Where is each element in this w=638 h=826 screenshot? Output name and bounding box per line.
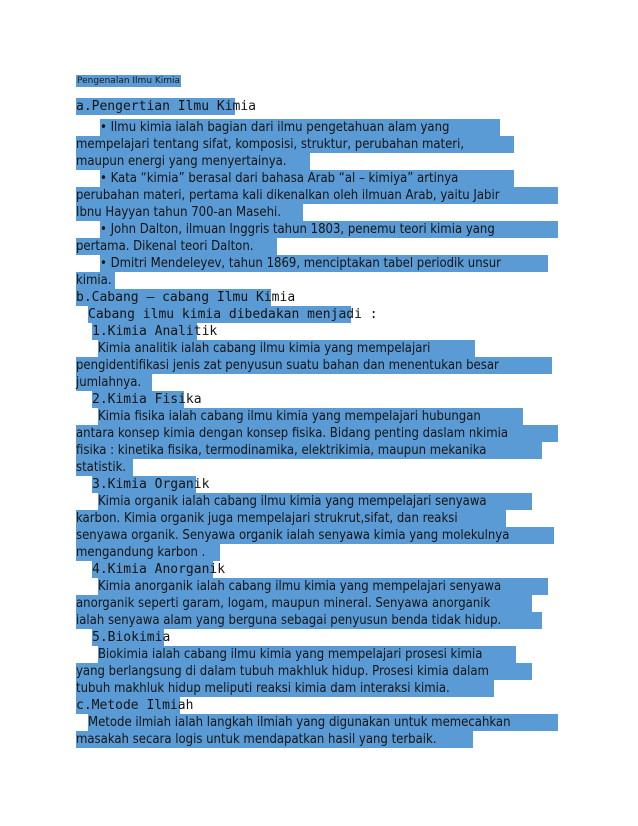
text-line: Biokimia ialah cabang ilmu kimia yang mempelajari prosesi kimia <box>98 646 516 663</box>
text-line: • Dmitri Mendeleyev, tahun 1869, menciptakan tabel periodik unsur <box>100 255 548 272</box>
text-line: Kimia anorganik ialah cabang ilmu kimia yang mempelajari senyawa <box>98 578 548 595</box>
text-line: Metode ilmiah ialah langkah ilmiah yang digunakan untuk memecahkan <box>88 714 558 731</box>
text-line: ialah senyawa alam yang berguna sebagai penyusun benda tidak hidup. <box>76 612 542 629</box>
text-line: perubahan materi, pertama kali dikenalkan oleh ilmuan Arab, yaitu Jabir <box>76 187 558 204</box>
text-line: pengidentifikasi jenis zat penyusun suatu bahan dan menentukan besar <box>76 357 552 374</box>
text-line: jumlahnya. <box>76 374 152 391</box>
text-line: yang berlangsung di dalam tubuh makhluk hidup. Prosesi kimia dalam <box>76 663 532 680</box>
text-line: Kimia organik ialah cabang ilmu kimia yang mempelajari senyawa <box>98 493 532 510</box>
heading-pengertian: a.Pengertian Ilmu Kimia <box>76 99 257 114</box>
text-line: Kimia analitik ialah cabang ilmu kimia yang mempelajari <box>98 340 475 357</box>
text-line: anorganik seperti garam, logam, maupun mineral. Senyawa anorganik <box>76 595 532 612</box>
subheading-kimia-analitik: 1.Kimia Analitik <box>92 324 218 339</box>
heading-metode-ilmiah: c.Metode Ilmiah <box>76 698 194 713</box>
text-line: Cabang ilmu kimia dibedakan menjadi : <box>88 307 378 322</box>
text-line: statistik. <box>76 459 133 476</box>
subheading-kimia-anorganik: 4.Kimia Anorganik <box>92 562 226 577</box>
document-title: Pengenalan Ilmu Kimia <box>77 76 181 86</box>
text-line: tubuh makhluk hidup meliputi reaksi kimia dam interaksi kimia. <box>76 680 494 697</box>
text-line: Kimia fisika ialah cabang ilmu kimia yang mempelajari hubungan <box>98 408 523 425</box>
text-line: pertama. Dikenal teori Dalton. <box>76 238 277 255</box>
text-line: • Ilmu kimia ialah bagian dari ilmu pengetahuan alam yang <box>100 119 500 136</box>
text-line: fisika : kinetika fisika, termodinamika, elektrikimia, maupun mekanika <box>76 442 542 459</box>
text-line: mengandung karbon . <box>76 544 220 561</box>
text-line: karbon. Kimia organik juga mempelajari strukrut,sifat, dan reaksi <box>76 510 506 527</box>
subheading-kimia-fisika: 2.Kimia Fisika <box>92 392 202 407</box>
subheading-biokimia: 5.Biokimia <box>92 630 171 645</box>
text-line: masakah secara logis untuk mendapatkan hasil yang terbaik. <box>76 731 473 748</box>
text-line: maupun energi yang menyertainya. <box>76 153 310 170</box>
subheading-kimia-organik: 3.Kimia Organik <box>92 477 210 492</box>
text-line: senyawa organik. Senyawa organik ialah senyawa kimia yang molekulnya <box>76 527 554 544</box>
heading-cabang: b.Cabang – cabang Ilmu Kimia <box>76 290 296 305</box>
text-line: • John Dalton, ilmuan Inggris tahun 1803, penemu teori kimia yang <box>100 221 558 238</box>
text-line: kimia. <box>76 272 115 289</box>
text-line: antara konsep kimia dengan konsep fisika. Bidang penting daslam nkimia <box>76 425 558 442</box>
text-line: • Kata “kimia” berasal dari bahasa Arab “al – kimiya” artinya <box>100 170 514 187</box>
text-line: mempelajari tentang sifat, komposisi, struktur, perubahan materi, <box>76 136 514 153</box>
text-line: Ibnu Hayyan tahun 700-an Masehi. <box>76 204 303 221</box>
